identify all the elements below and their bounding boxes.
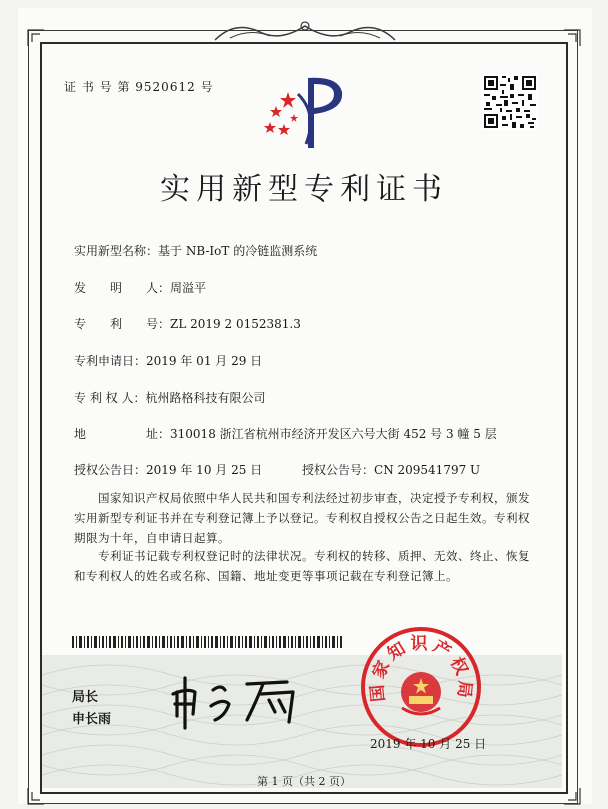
field-label: 实用新型名称：	[74, 244, 159, 258]
field-label: 专 利 号：	[74, 317, 171, 331]
field-value: 2019 年 01 月 29 日	[146, 354, 263, 368]
cnipa-logo-icon	[258, 74, 348, 154]
seal-text: 国家知识产权局	[367, 634, 475, 703]
field-address	[74, 425, 497, 442]
field-value: ZL 2019 2 0152381.3	[170, 317, 301, 331]
field-patentee	[74, 389, 265, 406]
certificate-title: 实用新型专利证书	[160, 172, 448, 207]
field-label: 地 址：	[74, 427, 171, 441]
qr-code-icon	[482, 74, 538, 130]
handwritten-signature	[165, 670, 305, 732]
field-value: 周溢平	[170, 281, 207, 295]
field-value: 杭州路格科技有限公司	[145, 391, 266, 405]
field-grant-announce-date	[74, 461, 262, 478]
corner-ornament-tr	[562, 28, 582, 48]
director-name: 申长雨	[72, 712, 112, 727]
field-utility-model-name	[74, 242, 317, 259]
seal-date: 2019 年 10 月 25 日	[370, 737, 487, 751]
national-emblem-icon	[401, 672, 441, 714]
official-seal	[358, 624, 487, 751]
field-label: 授权公告号：	[302, 463, 375, 477]
field-label: 发 明 人：	[74, 281, 171, 295]
field-value: 2019 年 10 月 25 日	[146, 463, 263, 477]
field-label: 授权公告日：	[74, 463, 147, 477]
corner-ornament-tl	[26, 28, 46, 48]
page-number: 第 1 页（共 2 页）	[257, 775, 351, 788]
certificate-number-label: 证 书 号 第	[64, 80, 131, 94]
top-ornament	[210, 16, 400, 46]
corner-ornament-br	[562, 786, 582, 806]
field-grant-announce-number	[302, 461, 480, 478]
paragraph-legal-status: 专利证书记载专利权登记时的法律状况。专利权的转移、质押、无效、终止、恢复和专利权人的姓名或名称、国籍、地址变更等事项记载在专利登记簿上。	[74, 549, 530, 583]
barcode-strip	[72, 636, 344, 648]
field-inventor	[74, 279, 206, 296]
corner-ornament-bl	[26, 786, 46, 806]
field-value: CN 209541797 U	[374, 463, 481, 477]
field-value: 基于 NB-IoT 的冷链监测系统	[158, 244, 318, 258]
paragraph-grant: 国家知识产权局依照中华人民共和国专利法经过初步审查，决定授予专利权，颁发实用新型专利证书并在专利登记簿上予以登记。专利权自授权公告之日起生效。专利权期限为十年，自申请日起算。	[74, 491, 530, 545]
director-title: 局长	[72, 690, 99, 705]
field-value: 310018 浙江省杭州市经济开发区六号大街 452 号 3 幢 5 层	[170, 427, 497, 441]
field-patent-number	[74, 315, 301, 332]
field-label: 专 利 权 人：	[74, 391, 146, 405]
field-label: 专利申请日：	[74, 354, 147, 368]
certificate-number	[64, 78, 214, 95]
certificate-number-value: 9520612	[135, 80, 196, 94]
field-application-date	[74, 352, 262, 369]
certificate-number-suffix: 号	[200, 80, 214, 94]
